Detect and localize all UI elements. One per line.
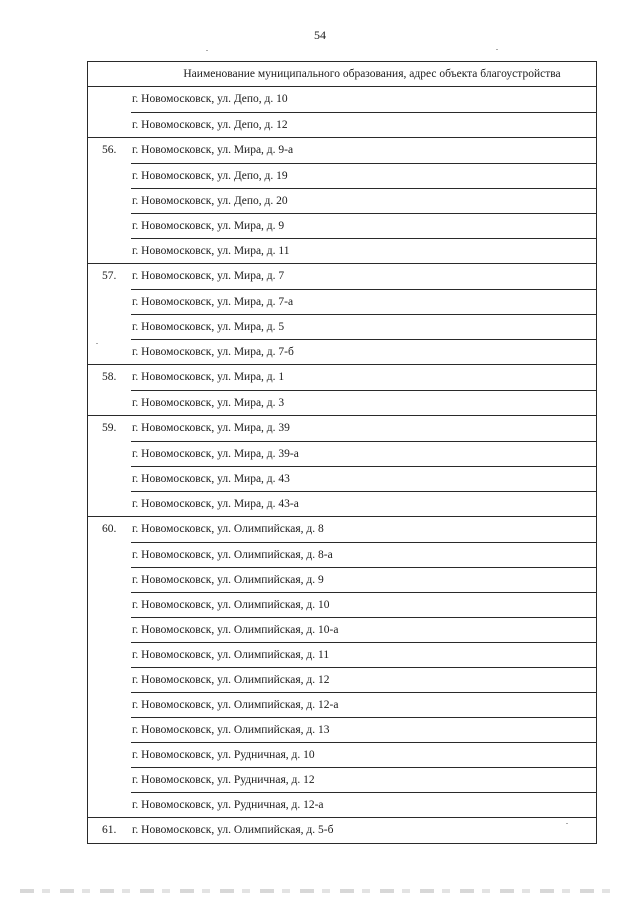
table-group (88, 818, 596, 844)
table-row: г. Новомосковск, ул. Мира, д. 11 (131, 238, 596, 263)
table-group (88, 138, 596, 264)
group-number: 57. (102, 270, 117, 282)
table-row: г. Новомосковск, ул. Мира, д. 7-б (131, 339, 596, 364)
table-row: г. Новомосковск, ул. Олимпийская, д. 5-б (132, 824, 334, 836)
table-row: г. Новомосковск, ул. Олимпийская, д. 11 (131, 642, 596, 667)
table-row: г. Новомосковск, ул. Депо, д. 19 (131, 163, 596, 188)
group-number: 61. (102, 824, 117, 836)
table-row: г. Новомосковск, ул. Рудничная, д. 12 (131, 767, 596, 792)
table-group (88, 517, 596, 818)
group-number: 60. (102, 523, 117, 535)
table-row: г. Новомосковск, ул. Мира, д. 43-а (131, 491, 596, 516)
table-row: г. Новомосковск, ул. Депо, д. 12 (131, 112, 596, 137)
table-group (88, 87, 596, 138)
table-row: г. Новомосковск, ул. Олимпийская, д. 10 (131, 592, 596, 617)
group-number: 58. (102, 371, 117, 383)
table-row: г. Новомосковск, ул. Рудничная, д. 12-а (131, 792, 596, 817)
table-group (88, 416, 596, 517)
table-row: г. Новомосковск, ул. Мира, д. 5 (131, 314, 596, 339)
group-number: 59. (102, 422, 117, 434)
table-row: г. Новомосковск, ул. Мира, д. 1 (132, 371, 285, 383)
table-row: г. Новомосковск, ул. Мира, д. 9 (131, 213, 596, 238)
table-row: г. Новомосковск, ул. Мира, д. 43 (131, 466, 596, 491)
table-row: г. Новомосковск, ул. Олимпийская, д. 12-а (131, 692, 596, 717)
table-body (88, 87, 596, 844)
address-table (87, 61, 597, 844)
table-group (88, 264, 596, 365)
table-row: г. Новомосковск, ул. Мира, д. 9-а (132, 144, 294, 156)
table-row: г. Новомосковск, ул. Мира, д. 39 (132, 422, 290, 434)
table-row: г. Новомосковск, ул. Олимпийская, д. 9 (131, 567, 596, 592)
scan-dot (566, 823, 568, 824)
scan-dot (96, 343, 98, 344)
table-row: г. Новомосковск, ул. Олимпийская, д. 10-а (131, 617, 596, 642)
table-row: г. Новомосковск, ул. Мира, д. 39-а (131, 441, 596, 466)
table-group (88, 365, 596, 416)
table-row: г. Новомосковск, ул. Мира, д. 7-а (131, 289, 596, 314)
table-row: г. Новомосковск, ул. Депо, д. 20 (131, 188, 596, 213)
table-row: г. Новомосковск, ул. Олимпийская, д. 8 (132, 523, 324, 535)
scan-noise (20, 889, 620, 893)
scan-dot (496, 49, 498, 50)
page-number: 54 (314, 28, 326, 42)
table-row: г. Новомосковск, ул. Олимпийская, д. 8-а (131, 542, 596, 567)
table-row: г. Новомосковск, ул. Рудничная, д. 10 (131, 742, 596, 767)
group-number: 56. (102, 144, 117, 156)
table-row: г. Новомосковск, ул. Депо, д. 10 (132, 93, 288, 105)
table-row: г. Новомосковск, ул. Олимпийская, д. 13 (131, 717, 596, 742)
table-row: г. Новомосковск, ул. Олимпийская, д. 12 (131, 667, 596, 692)
scan-dot (206, 50, 208, 51)
table-row: г. Новомосковск, ул. Мира, д. 3 (131, 390, 596, 415)
table-row: г. Новомосковск, ул. Мира, д. 7 (132, 270, 285, 282)
table-header: Наименование муниципального образования, адрес объекта благоустройства (88, 62, 596, 87)
